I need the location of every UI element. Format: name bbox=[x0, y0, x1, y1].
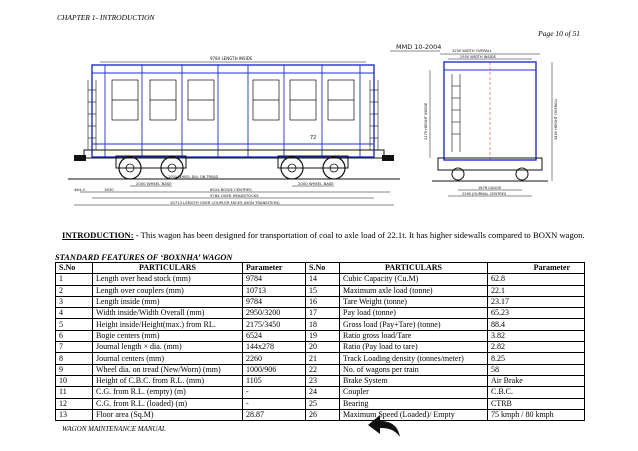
cell-sno-2: 18 bbox=[306, 319, 340, 330]
cell-particular-2: Maximum axle load (tonne) bbox=[340, 285, 488, 296]
cell-parameter-2: 23.17 bbox=[488, 296, 585, 307]
table-row bbox=[56, 409, 585, 420]
cell-particular: C.G. from R.L. (empty) (m) bbox=[93, 387, 243, 398]
cell-sno-2: 15 bbox=[306, 285, 340, 296]
cell-parameter-2: C.B.C. bbox=[488, 387, 585, 398]
cell-particular: Length over head stock (mm) bbox=[93, 274, 243, 285]
cell-particular: Length over couplers (mm) bbox=[93, 285, 243, 296]
cell-sno: 8 bbox=[56, 353, 93, 364]
cell-particular: Height of C.B.C. from R.L. (mm) bbox=[93, 375, 243, 386]
table-row bbox=[56, 364, 585, 375]
dim-width-inside: 2950 WIDTH INSIDE bbox=[460, 55, 496, 59]
cell-parameter-2: 65.23 bbox=[488, 308, 585, 319]
cell-particular-2: Pay load (tonne) bbox=[340, 308, 488, 319]
table-row bbox=[56, 398, 585, 409]
table-row bbox=[56, 387, 585, 398]
cell-sno: 2 bbox=[56, 285, 93, 296]
cell-parameter: 2175/3450 bbox=[243, 319, 306, 330]
table-row bbox=[56, 296, 585, 307]
cell-particular: Bogie centers (mm) bbox=[93, 330, 243, 341]
cell-parameter: - bbox=[243, 398, 306, 409]
cell-parameter: 144x278 bbox=[243, 342, 306, 353]
cell-sno: 1 bbox=[56, 274, 93, 285]
dim-width-overall: 3200 WIDTH OVERALL bbox=[452, 49, 493, 53]
dim-journal-centres: 2260 JOURNAL CENTRES bbox=[462, 192, 507, 196]
cell-sno-2: 20 bbox=[306, 342, 340, 353]
cell-particular-2: Maximum Speed (Loaded)/ Empty bbox=[340, 409, 488, 420]
cell-particular: Height inside/Height(max.) from RL. bbox=[93, 319, 243, 330]
cell-parameter: 2950/3200 bbox=[243, 308, 306, 319]
cell-sno: 12 bbox=[56, 398, 93, 409]
cell-parameter-2: 3.82 bbox=[488, 330, 585, 341]
cell-sno-2: 16 bbox=[306, 296, 340, 307]
cell-parameter: 9784 bbox=[243, 274, 306, 285]
cell-sno: 13 bbox=[56, 409, 93, 420]
cell-particular: Wheel dia. on tread (New/Worn) (mm) bbox=[93, 364, 243, 375]
dim-bogie-centres: 6524 BOGIE CENTRES bbox=[210, 187, 252, 192]
standard-features-title: STANDARD FEATURES OF ‘BOXNHA’ WAGON bbox=[55, 253, 233, 262]
bogie-right bbox=[278, 156, 348, 179]
table-header-row bbox=[56, 263, 585, 274]
cell-particular-2: Ratio gross load/Tare bbox=[340, 330, 488, 341]
cell-particular: Journal centers (mm) bbox=[93, 353, 243, 364]
table-row bbox=[56, 342, 585, 353]
cell-parameter: 2260 bbox=[243, 353, 306, 364]
cell-sno-2: 19 bbox=[306, 330, 340, 341]
cell-sno: 5 bbox=[56, 319, 93, 330]
col-particulars: PARTICULARS bbox=[93, 263, 243, 274]
cell-parameter-2: 22.1 bbox=[488, 285, 585, 296]
cell-parameter: 10713 bbox=[243, 285, 306, 296]
cell-parameter-2: 62.8 bbox=[488, 274, 585, 285]
cell-parameter-2: 2.82 bbox=[488, 342, 585, 353]
cell-particular-2: Cubic Capacity (Cu.M) bbox=[340, 274, 488, 285]
cell-sno-2: 24 bbox=[306, 387, 340, 398]
cell-sno-2: 22 bbox=[306, 364, 340, 375]
cell-parameter-2: CTRB bbox=[488, 398, 585, 409]
cell-parameter: 1000/906 bbox=[243, 364, 306, 375]
cell-parameter-2: Air Brake bbox=[488, 375, 585, 386]
dim-1630: 1630 bbox=[104, 187, 114, 192]
introduction-paragraph bbox=[62, 230, 585, 240]
cell-particular-2: Tare Weight (tonne) bbox=[340, 296, 488, 307]
introduction-text: - This wagon has been designed for transportation of coal to axle load of 22.1t. It has higher sidewalls compared to BOXN wagon. bbox=[133, 230, 585, 240]
cell-particular-2: Gross load (Pay+Tare) (tonne) bbox=[340, 319, 488, 330]
table-row bbox=[56, 308, 585, 319]
col-parameter: Parameter bbox=[243, 263, 306, 274]
dim-over-couplers: 10713 LENGTH OVER COUPLER FACES (NON TRANSITION) bbox=[170, 200, 280, 205]
cell-sno-2: 26 bbox=[306, 409, 340, 420]
cell-parameter-2: 8.25 bbox=[488, 353, 585, 364]
dim-464: 464.5 bbox=[74, 187, 85, 192]
introduction-label: INTRODUCTION: bbox=[62, 230, 134, 240]
table-row bbox=[56, 319, 585, 330]
wagon-drawing bbox=[60, 40, 580, 218]
table-row bbox=[56, 353, 585, 364]
table-row bbox=[56, 285, 585, 296]
cell-parameter-2: 88.4 bbox=[488, 319, 585, 330]
col-particulars-2: PARTICULARS bbox=[340, 263, 488, 274]
cell-particular-2: Bearing bbox=[340, 398, 488, 409]
cell-parameter: - bbox=[243, 387, 306, 398]
note-wheel-dia: 1000 WHEEL DIA. ON TREAD bbox=[168, 175, 219, 179]
cell-sno-2: 23 bbox=[306, 375, 340, 386]
cell-parameter: 6524 bbox=[243, 330, 306, 341]
cell-sno-2: 17 bbox=[306, 308, 340, 319]
cell-parameter: 1105 bbox=[243, 375, 306, 386]
cell-particular-2: Track Loading density (tonnes/meter) bbox=[340, 353, 488, 364]
col-parameter-2: Parameter bbox=[488, 263, 585, 274]
chapter-header: CHAPTER 1- INTRODUCTION bbox=[57, 13, 155, 22]
dim-wheel-base-right: 2000 WHEEL BASE bbox=[298, 181, 334, 186]
cell-particular: Width inside/Width Overall (mm) bbox=[93, 308, 243, 319]
end-view bbox=[424, 49, 558, 196]
drawing-code: MMD 10-2004 bbox=[396, 43, 442, 51]
cell-sno: 11 bbox=[56, 387, 93, 398]
col-sno-2: S.No bbox=[306, 263, 340, 274]
cell-sno-2: 21 bbox=[306, 353, 340, 364]
dim-height-overall: 3450 HEIGHT OVERALL bbox=[554, 98, 558, 140]
cell-particular-2: No. of wagons per train bbox=[340, 364, 488, 375]
cell-sno: 3 bbox=[56, 296, 93, 307]
col-sno: S.No bbox=[56, 263, 93, 274]
dim-wheel-base-left: 2000 WHEEL BASE bbox=[136, 181, 172, 186]
cell-particular: C.G. from R.L. (loaded) (m) bbox=[93, 398, 243, 409]
table-row bbox=[56, 274, 585, 285]
cell-sno: 7 bbox=[56, 342, 93, 353]
table-body bbox=[56, 274, 585, 421]
dim-gauge: 1676 GAUGE bbox=[478, 186, 502, 190]
cell-sno: 10 bbox=[56, 375, 93, 386]
cell-particular-2: Brake System bbox=[340, 375, 488, 386]
dim-height-inside: 2175 HEIGHT INSIDE bbox=[424, 102, 428, 140]
footer-manual: WAGON MAINTENANCE MANUAL bbox=[62, 425, 166, 433]
cell-parameter-2: 58 bbox=[488, 364, 585, 375]
cell-parameter: 9784 bbox=[243, 296, 306, 307]
cell-parameter-2: 75 kmph / 80 kmph bbox=[488, 409, 585, 420]
cell-sno-2: 25 bbox=[306, 398, 340, 409]
cell-sno: 6 bbox=[56, 330, 93, 341]
cell-particular: Floor area (Sq.M) bbox=[93, 409, 243, 420]
table-row bbox=[56, 375, 585, 386]
cell-sno-2: 14 bbox=[306, 274, 340, 285]
cell-particular: Length inside (mm) bbox=[93, 296, 243, 307]
cell-particular: Journal length × dia. (mm) bbox=[93, 342, 243, 353]
cell-particular-2: Ratio (Pay load to tare) bbox=[340, 342, 488, 353]
cell-parameter: 28.87 bbox=[243, 409, 306, 420]
cell-sno: 4 bbox=[56, 308, 93, 319]
features-table bbox=[55, 262, 585, 421]
page-number: Page 10 of 51 bbox=[538, 29, 580, 38]
marker-72: 72 bbox=[310, 135, 317, 141]
cell-sno: 9 bbox=[56, 364, 93, 375]
back-arrow-icon[interactable] bbox=[366, 413, 402, 439]
table-row bbox=[56, 330, 585, 341]
wagon-body bbox=[92, 65, 374, 157]
cell-particular-2: Coupler bbox=[340, 387, 488, 398]
dim-length-inside: 9784 LENGTH INSIDE bbox=[210, 56, 253, 61]
dim-over-headstocks: 9784 OVER HEADSTOCKS bbox=[210, 193, 259, 198]
